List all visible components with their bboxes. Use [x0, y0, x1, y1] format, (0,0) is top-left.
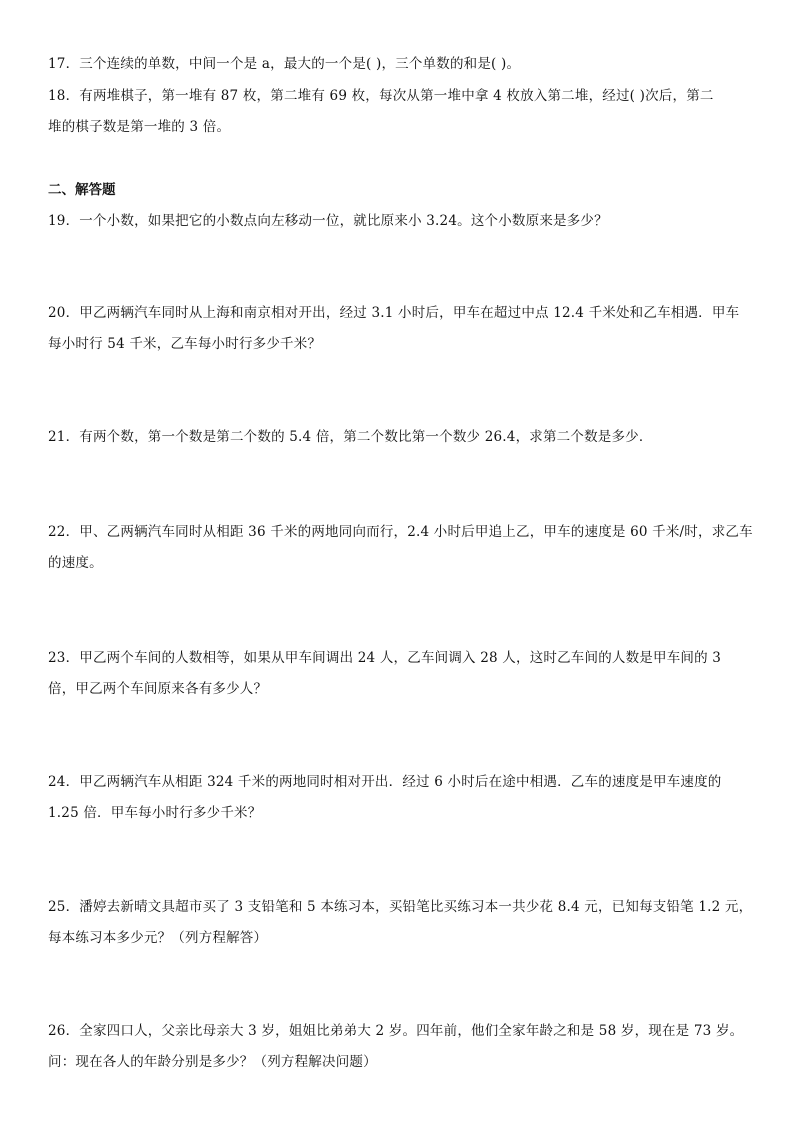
question-18-line-2: 堆的棋子数是第一堆的 3 倍。: [48, 119, 231, 135]
question-26-line-2: 问：现在各人的年龄分别是多少？（列方程解决问题）: [48, 1054, 377, 1070]
question-18-line-1: 18．有两堆棋子，第一堆有 87 枚，第二堆有 69 枚，每次从第一堆中拿 4 枚放入第二堆，经过( )次后，第二: [48, 88, 714, 104]
question-25-line-1: 25．潘婷去新晴文具超市买了 3 支铅笔和 5 本练习本，买铅笔比买练习本一共少花 8.4 元，已知每支铅笔 1.2 元，: [48, 899, 753, 915]
question-19-line-1: 19．一个小数，如果把它的小数点向左移动一位，就比原来小 3.24。这个小数原来是多少？: [48, 213, 608, 229]
question-22-line-2: 的速度。: [48, 555, 103, 571]
question-23-line-1: 23．甲乙两个车间的人数相等，如果从甲车间调出 24 人，乙车间调入 28 人，这时乙车间的人数是甲车间的 3: [48, 650, 722, 666]
question-25-line-2: 每本练习本多少元？（列方程解答）: [48, 930, 268, 946]
question-24-line-1: 24．甲乙两辆汽车从相距 324 千米的两地同时相对开出．经过 6 小时后在途中相遇．乙车的速度是甲车速度的: [48, 774, 722, 790]
question-20-line-1: 20．甲乙两辆汽车同时从上海和南京相对开出，经过 3.1 小时后，甲车在超过中点 12.4 千米处和乙车相遇．甲车: [48, 305, 740, 321]
question-22-line-1: 22．甲、乙两辆汽车同时从相距 36 千米的两地同向而行，2.4 小时后甲追上乙，甲车的速度是 60 千米/时，求乙车: [48, 524, 753, 540]
question-17-line-1: 17．三个连续的单数，中间一个是 a，最大的一个是( )，三个单数的和是( )。: [48, 56, 521, 72]
question-21-line-1: 21．有两个数，第一个数是第二个数的 5.4 倍，第二个数比第一个数少 26.4，求第二个数是多少．: [48, 429, 653, 445]
question-26-line-1: 26．全家四口人，父亲比母亲大 3 岁，姐姐比弟弟大 2 岁。四年前，他们全家年龄之和是 58 岁，现在是 73 岁。: [48, 1023, 744, 1039]
question-23-line-2: 倍，甲乙两个车间原来各有多少人？: [48, 681, 268, 697]
question-20-line-2: 每小时行 54 千米，乙车每小时行多少千米？: [48, 336, 322, 352]
section-heading-answer-questions: 二、解答题: [48, 182, 116, 198]
question-24-line-2: 1.25 倍．甲车每小时行多少千米？: [48, 805, 262, 821]
